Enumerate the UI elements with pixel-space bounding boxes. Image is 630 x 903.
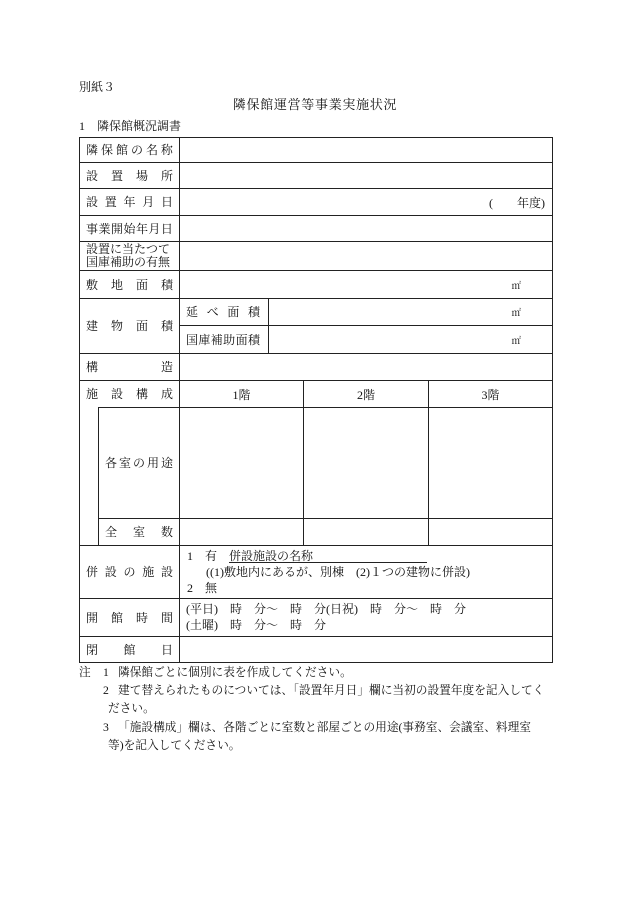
location-label-cell bbox=[79, 162, 179, 188]
floor-3-label: 3階 bbox=[481, 387, 500, 402]
label-char: 地 bbox=[110, 277, 123, 292]
structure-label bbox=[86, 360, 173, 374]
fiscal-year-placeholder: ( 年度) bbox=[489, 195, 545, 210]
annex-value-cell bbox=[179, 545, 553, 598]
hours-value-cell bbox=[179, 598, 553, 636]
start-date-label bbox=[86, 222, 173, 236]
note-3-line-1: 「施設構成」欄は、各階ごとに室数と部屋ごとの用途(事務室、会議室、料理室 bbox=[118, 721, 531, 734]
structure-label-cell bbox=[79, 353, 179, 380]
label-char: 業 bbox=[98, 221, 111, 236]
label-char: 面 bbox=[135, 319, 148, 333]
label-char: 所 bbox=[160, 168, 173, 183]
composition-indent-cell bbox=[79, 407, 98, 545]
label-char: 設 bbox=[86, 195, 99, 209]
established-label bbox=[86, 195, 173, 209]
label-char: 積 bbox=[160, 319, 173, 333]
label-char: 建 bbox=[86, 319, 99, 333]
label-char: 設 bbox=[160, 565, 173, 579]
note-1-number: 1 bbox=[103, 666, 109, 679]
hours-saturday-line: (土曜) 時 分〜 時 分 bbox=[186, 618, 326, 632]
label-char: 全 bbox=[105, 525, 118, 539]
start-date-value-cell bbox=[179, 215, 553, 241]
label-char: 事 bbox=[86, 221, 99, 236]
square-meter-unit: ㎡ bbox=[511, 309, 521, 319]
total-floor-area-value-cell bbox=[268, 298, 553, 325]
note-3-number: 3 bbox=[103, 721, 109, 734]
label-char: 造 bbox=[160, 360, 173, 374]
label-char: 設 bbox=[86, 168, 99, 183]
label-char: 日 bbox=[160, 195, 173, 209]
label-char: 始 bbox=[123, 221, 136, 236]
label-char: 延 bbox=[186, 305, 199, 319]
room-use-label bbox=[105, 456, 173, 470]
name-value-cell bbox=[179, 137, 553, 162]
location-value-cell bbox=[179, 162, 553, 188]
label-char: 国 bbox=[186, 332, 199, 347]
floor-1-header bbox=[179, 380, 303, 407]
note-1-line-1: 隣保館ごとに個別に表を作成してください。 bbox=[118, 666, 352, 679]
subsidy-label-line-2: 国庫補助の有無 bbox=[86, 255, 171, 269]
site-area-label bbox=[86, 278, 173, 292]
site-area-value-cell bbox=[179, 270, 553, 298]
room-use-label-cell bbox=[98, 407, 179, 518]
annex-options: ((1)敷地内にあるが、別棟 (2)１つの建物に併設) bbox=[206, 565, 470, 579]
label-char: 室 bbox=[118, 456, 131, 470]
annex-yes-line bbox=[187, 548, 552, 564]
label-char: 面 bbox=[227, 305, 240, 319]
note-2-line-2: ださい。 bbox=[108, 702, 155, 715]
label-char: 併 bbox=[86, 565, 99, 579]
label-char: 間 bbox=[160, 610, 173, 625]
location-label bbox=[86, 169, 173, 183]
name-label bbox=[86, 143, 173, 157]
label-char: 置 bbox=[104, 195, 117, 209]
label-char: 隣 bbox=[86, 143, 99, 157]
established-label-cell bbox=[79, 188, 179, 215]
label-char: の bbox=[132, 456, 145, 470]
label-char: 置 bbox=[110, 168, 123, 183]
label-char: 開 bbox=[86, 610, 99, 625]
established-value-cell bbox=[179, 188, 553, 215]
floor-2-label: 2階 bbox=[356, 387, 375, 402]
label-char: 面 bbox=[135, 277, 148, 292]
floor-1-label: 1階 bbox=[232, 387, 251, 402]
room-count-floor-2-cell bbox=[303, 518, 428, 545]
label-char: 称 bbox=[160, 143, 173, 157]
subsidized-area-label bbox=[186, 333, 260, 347]
subsidy-value-cell bbox=[179, 241, 553, 270]
overview-table bbox=[79, 137, 553, 663]
label-char: 施 bbox=[142, 565, 155, 579]
label-char: 室 bbox=[132, 525, 145, 539]
label-char: 助 bbox=[223, 332, 236, 347]
label-char: 積 bbox=[247, 332, 260, 347]
closed-label-cell bbox=[79, 636, 179, 663]
label-char: 月 bbox=[142, 195, 155, 209]
total-floor-area-label-cell bbox=[179, 298, 268, 325]
name-label-cell bbox=[79, 137, 179, 162]
label-char: 場 bbox=[135, 168, 148, 183]
label-char: 数 bbox=[160, 525, 173, 539]
room-count-label bbox=[105, 525, 173, 539]
structure-value-cell bbox=[179, 353, 553, 380]
label-char: 用 bbox=[146, 456, 159, 470]
section-heading: 1 隣保館概況調書 bbox=[79, 119, 182, 133]
floor-2-header bbox=[303, 380, 428, 407]
label-char: べ bbox=[206, 305, 219, 319]
site-area-label-cell bbox=[79, 270, 179, 298]
label-char: の bbox=[130, 143, 143, 157]
label-char: 途 bbox=[160, 456, 173, 470]
label-char: 積 bbox=[247, 305, 260, 319]
room-count-floor-1-cell bbox=[179, 518, 303, 545]
start-date-label-cell bbox=[79, 215, 179, 241]
square-meter-unit: ㎡ bbox=[511, 336, 521, 347]
label-char: 館 bbox=[123, 642, 136, 657]
room-use-floor-3-cell bbox=[428, 407, 553, 518]
total-floor-area-label bbox=[186, 305, 260, 319]
annex-label-cell bbox=[79, 545, 179, 598]
label-char: 施 bbox=[86, 387, 99, 401]
annex-no-option: 2 無 bbox=[187, 581, 218, 595]
label-char: 各 bbox=[105, 456, 118, 470]
label-char: 時 bbox=[135, 610, 148, 625]
label-char: 面 bbox=[235, 332, 248, 347]
label-char: 開 bbox=[110, 221, 123, 236]
label-char: の bbox=[123, 565, 136, 579]
annex-name-field: 併設施設の名称 bbox=[229, 550, 427, 563]
label-char: 設 bbox=[110, 387, 123, 401]
label-char: 館 bbox=[110, 610, 123, 625]
subsidy-label-cell bbox=[79, 241, 179, 270]
label-char: 閉 bbox=[86, 642, 99, 657]
annex-yes-option: 1 有 bbox=[187, 549, 218, 563]
subsidized-area-label-cell bbox=[179, 325, 268, 353]
room-use-floor-2-cell bbox=[303, 407, 428, 518]
label-char: 庫 bbox=[198, 332, 211, 347]
subsidy-label-line-1: 設置に当たつて bbox=[86, 242, 171, 256]
label-char: 年 bbox=[135, 221, 148, 236]
label-char: 月 bbox=[148, 221, 161, 236]
note-2-number: 2 bbox=[103, 684, 109, 697]
note-2-line-1: 建て替えられたものについては、「設置年月日」欄に当初の設置年度を記入してく bbox=[118, 684, 545, 697]
document-title: 隣保館運営等事業実施状況 bbox=[232, 97, 398, 112]
attachment-label: 別紙３ bbox=[79, 80, 116, 94]
label-char: 物 bbox=[110, 319, 123, 333]
room-count-floor-3-cell bbox=[428, 518, 553, 545]
label-char: 構 bbox=[135, 387, 148, 401]
label-char: 名 bbox=[145, 143, 158, 157]
label-char: 保 bbox=[100, 143, 113, 157]
label-char: 積 bbox=[160, 277, 173, 292]
label-char: 補 bbox=[210, 332, 223, 347]
label-char: 構 bbox=[86, 360, 99, 374]
label-char: 日 bbox=[160, 221, 173, 236]
hours-weekday-line: (平日) 時 分〜 時 分(日祝) 時 分〜 時 分 bbox=[186, 602, 466, 616]
label-char: 日 bbox=[160, 642, 173, 657]
note-3-line-2: 等)を記入してください。 bbox=[108, 739, 241, 752]
notes-prefix: 注 bbox=[79, 666, 91, 679]
square-meter-unit: ㎡ bbox=[511, 281, 521, 292]
annex-label bbox=[86, 565, 173, 579]
label-char: 館 bbox=[115, 143, 128, 157]
closed-label bbox=[86, 643, 173, 657]
room-use-floor-1-cell bbox=[179, 407, 303, 518]
floor-3-header bbox=[428, 380, 553, 407]
label-char: 年 bbox=[123, 195, 136, 209]
label-char: 敷 bbox=[86, 277, 99, 292]
composition-label bbox=[86, 387, 173, 401]
label-char: 設 bbox=[104, 565, 117, 579]
subsidized-area-value-cell bbox=[268, 325, 553, 353]
room-count-label-cell bbox=[98, 518, 179, 545]
hours-label bbox=[86, 611, 173, 625]
building-area-label-cell bbox=[79, 298, 179, 353]
composition-label-cell bbox=[79, 380, 179, 407]
closed-value-cell bbox=[179, 636, 553, 663]
label-char: 成 bbox=[160, 387, 173, 401]
building-area-label bbox=[86, 319, 173, 333]
hours-label-cell bbox=[79, 598, 179, 636]
